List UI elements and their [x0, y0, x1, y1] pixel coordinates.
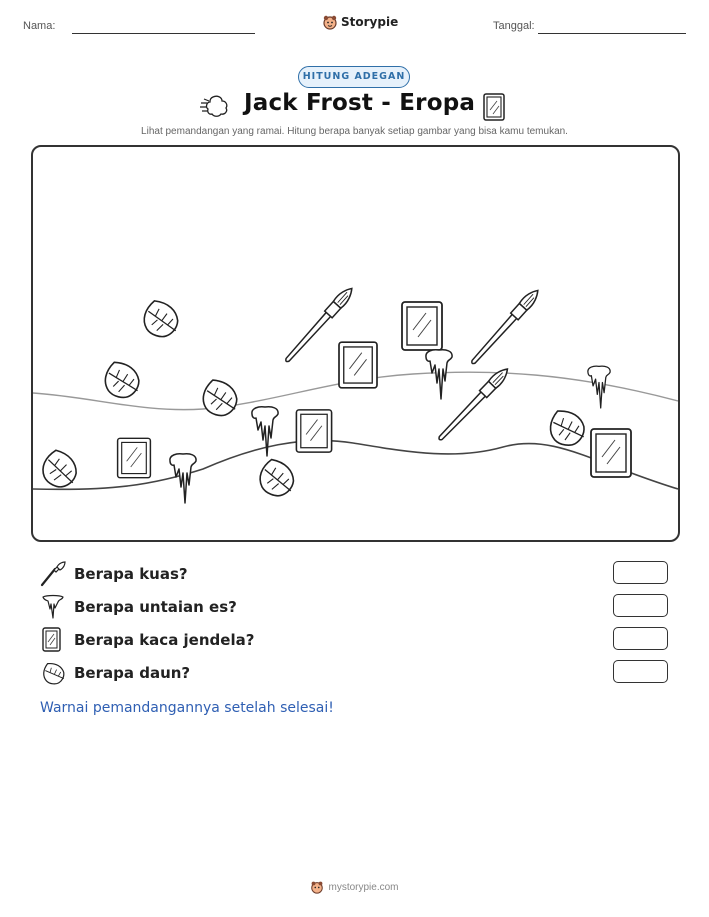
- answer-box[interactable]: [613, 594, 668, 617]
- paintbrush-icon: [40, 561, 66, 587]
- paintbrush: [468, 287, 542, 367]
- date-label: Tanggal:: [493, 20, 535, 32]
- activity-badge: HITUNG ADEGAN: [298, 66, 410, 88]
- page-title: Jack Frost - Eropa: [244, 90, 476, 116]
- title-row: [0, 90, 709, 124]
- icicle: [170, 454, 196, 503]
- leaf: [256, 456, 297, 500]
- storypie-mascot-icon: [310, 880, 324, 894]
- footer-site[interactable]: mystorypie.com: [328, 881, 399, 893]
- window-pane: [118, 438, 151, 477]
- date-input-line[interactable]: [538, 33, 686, 34]
- wind-gust-icon: [200, 93, 230, 119]
- question-row: [40, 627, 680, 653]
- window-pane: [402, 302, 442, 350]
- window-pane: [591, 429, 631, 477]
- question-text: Berapa daun?: [74, 664, 191, 682]
- question-row: [40, 660, 680, 686]
- window-pane-icon: [40, 627, 66, 653]
- icicle: [588, 366, 610, 408]
- question-row: [40, 561, 680, 587]
- answer-box[interactable]: [613, 627, 668, 650]
- brand-logo: [322, 14, 398, 30]
- coloring-note: Warnai pemandangannya setelah selesai!: [40, 700, 334, 716]
- question-text: Berapa kuas?: [74, 565, 188, 583]
- leaf: [543, 403, 589, 451]
- footer: [0, 880, 709, 894]
- storypie-mascot-icon: [322, 14, 338, 30]
- icicle: [252, 407, 278, 456]
- leaf: [197, 374, 240, 420]
- question-row: [40, 594, 680, 620]
- leaf: [40, 447, 79, 489]
- window-pane: [339, 342, 377, 388]
- answer-box[interactable]: [613, 561, 668, 584]
- scene-illustration: [31, 145, 680, 542]
- question-text: Berapa untaian es?: [74, 598, 237, 616]
- name-label: Nama:: [23, 20, 56, 32]
- window-pane-icon: [482, 92, 506, 122]
- brand-name: Storypie: [341, 15, 399, 29]
- scene-drawing: [33, 147, 678, 540]
- leaf: [139, 296, 182, 341]
- icicle-icon: [40, 594, 66, 620]
- question-text: Berapa kaca jendela?: [74, 631, 255, 649]
- window-pane: [296, 410, 331, 452]
- leaf-icon: [40, 660, 66, 686]
- paintbrush: [435, 365, 511, 443]
- answer-box[interactable]: [613, 660, 668, 683]
- worksheet-header: [0, 14, 709, 40]
- name-input-line[interactable]: [72, 33, 255, 34]
- instructions: Lihat pemandangan yang ramai. Hitung berapa banyak setiap gambar yang bisa kamu temukan.: [141, 126, 568, 137]
- icicle: [426, 350, 452, 399]
- leaf: [99, 356, 143, 403]
